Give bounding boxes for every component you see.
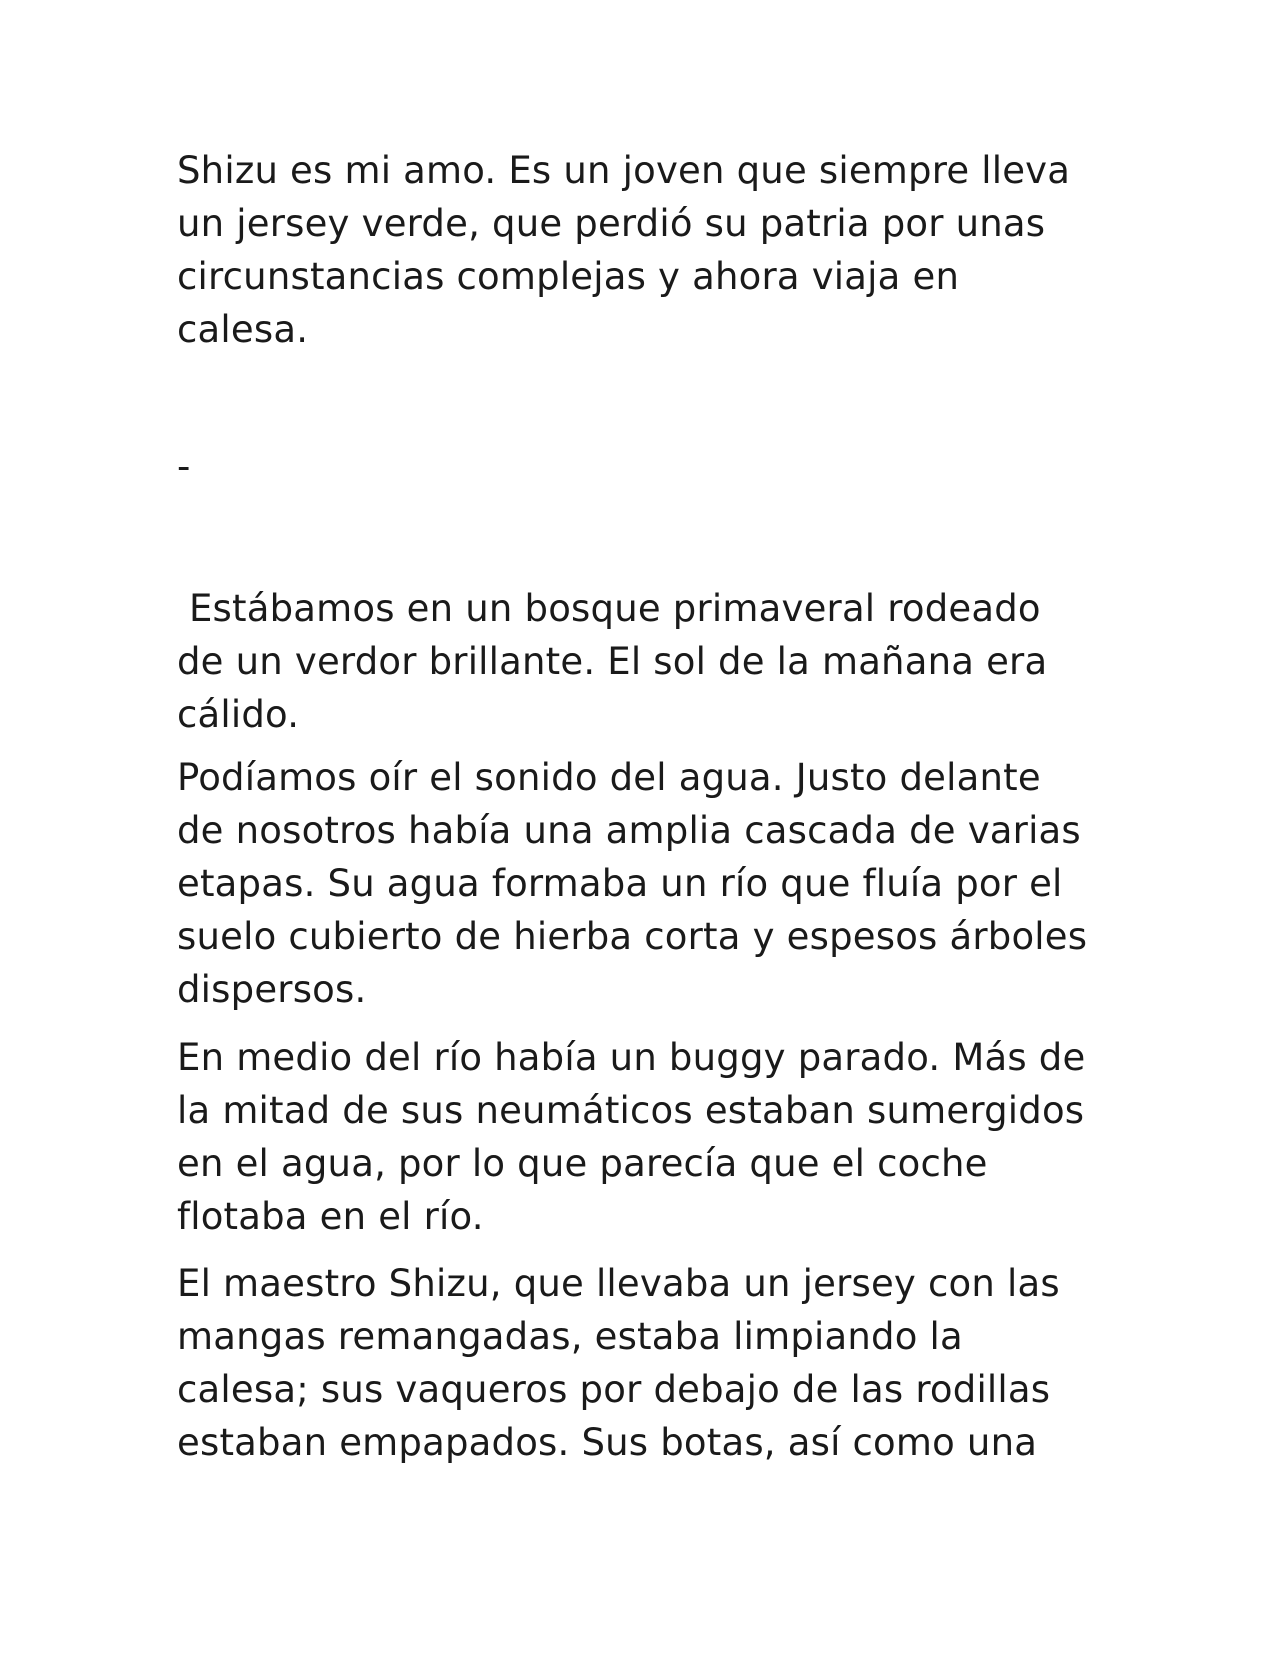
text-line: En medio del río había un buggy parado. Más de	[177, 1036, 1086, 1079]
text-line: Estábamos en un bosque primaveral rodeado	[177, 587, 1041, 630]
text-line: cálido.	[177, 693, 300, 736]
text-line: etapas. Su agua formaba un río que fluía por el	[177, 862, 1063, 905]
paragraph-shizu-cleaning	[177, 1257, 1117, 1469]
text-line: flotaba en el río.	[177, 1195, 484, 1238]
text-line: estaban empapados. Sus botas, así como una	[177, 1421, 1038, 1464]
paragraph-intro	[177, 144, 1117, 356]
text-line: un jersey verde, que perdió su patria por unas	[177, 202, 1046, 245]
text-line: de nosotros había una amplia cascada de varias	[177, 809, 1081, 852]
text-line: El maestro Shizu, que llevaba un jersey con las	[177, 1262, 1060, 1305]
section-separator	[177, 440, 1117, 493]
paragraph-forest	[177, 582, 1117, 741]
text-line: en el agua, por lo que parecía que el coche	[177, 1142, 988, 1185]
text-line: calesa; sus vaqueros por debajo de las rodillas	[177, 1368, 1051, 1411]
text-line: circunstancias complejas y ahora viaja en	[177, 255, 960, 298]
paragraph-waterfall	[177, 751, 1117, 1016]
text-line: Podíamos oír el sonido del agua. Justo delante	[177, 756, 1041, 799]
text-line: la mitad de sus neumáticos estaban sumergidos	[177, 1089, 1085, 1132]
text-line: calesa.	[177, 308, 309, 351]
separator-dash: -	[177, 445, 191, 488]
text-line: mangas remangadas, estaba limpiando la	[177, 1315, 963, 1358]
text-line: suelo cubierto de hierba corta y espesos árboles	[177, 915, 1088, 958]
text-line: dispersos.	[177, 968, 367, 1011]
text-line: de un verdor brillante. El sol de la mañana era	[177, 640, 1048, 683]
text-line: Shizu es mi amo. Es un joven que siempre lleva	[177, 149, 1071, 192]
paragraph-buggy	[177, 1031, 1117, 1243]
